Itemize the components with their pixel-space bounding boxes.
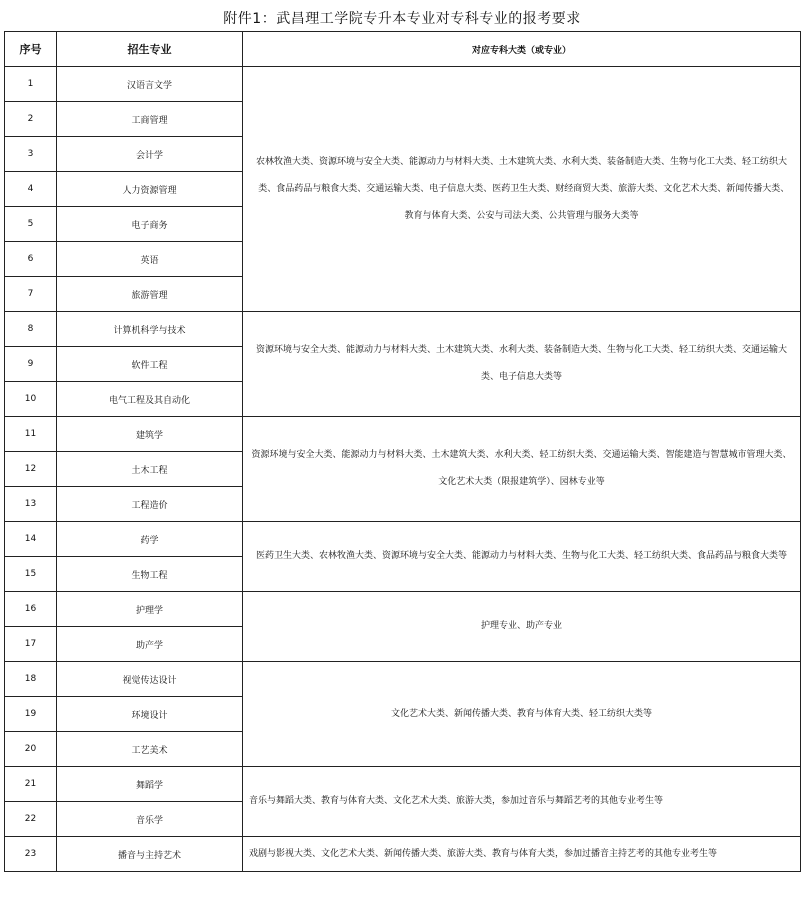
row-seq: 22 xyxy=(5,802,57,837)
row-seq: 7 xyxy=(5,277,57,312)
table-row xyxy=(5,417,801,452)
row-major: 工艺美术 xyxy=(57,732,243,767)
row-major: 护理学 xyxy=(57,592,243,627)
row-major: 计算机科学与技术 xyxy=(57,312,243,347)
header-major: 招生专业 xyxy=(57,32,243,67)
table-row xyxy=(5,522,801,557)
requirement-group-1: 农林牧渔大类、资源环境与安全大类、能源动力与材料大类、土木建筑大类、水利大类、装备制造大类、生物与化工大类、轻工纺织大类、食品药品与粮食大类、交通运输大类、电子信息大类、医药卫生大类、财经商贸大类、旅游大类、文化艺术大类、新闻传播大类、 教育与体育大类、公安与司法大类、公共管理与服务大类等 xyxy=(243,67,801,312)
row-major: 旅游管理 xyxy=(57,277,243,312)
requirement-group-3: 资源环境与安全大类、能源动力与材料大类、土木建筑大类、水利大类、轻工纺织大类、交通运输大类、智能建造与智慧城市管理大类、文化艺术大类（限报建筑学）、园林专业等 xyxy=(243,417,801,522)
row-seq: 11 xyxy=(5,417,57,452)
table-row xyxy=(5,767,801,802)
row-seq: 23 xyxy=(5,837,57,872)
page-title: 附件1：武昌理工学院专升本专业对专科专业的报考要求 xyxy=(223,11,581,27)
row-major: 环境设计 xyxy=(57,697,243,732)
row-major: 电气工程及其自动化 xyxy=(57,382,243,417)
requirement-group-2: 资源环境与安全大类、能源动力与材料大类、土木建筑大类、水利大类、装备制造大类、生物与化工大类、轻工纺织大类、交通运输大类、电子信息大类等 xyxy=(243,312,801,417)
row-major: 建筑学 xyxy=(57,417,243,452)
requirement-group-6: 文化艺术大类、新闻传播大类、教育与体育大类、轻工纺织大类等 xyxy=(243,662,801,767)
row-major: 音乐学 xyxy=(57,802,243,837)
row-major: 视觉传达设计 xyxy=(57,662,243,697)
row-seq: 4 xyxy=(5,172,57,207)
row-major: 舞蹈学 xyxy=(57,767,243,802)
table-row xyxy=(5,837,801,872)
table-row xyxy=(5,592,801,627)
requirement-group-5: 护理专业、助产专业 xyxy=(243,592,801,662)
requirements-table xyxy=(4,31,801,872)
table-row xyxy=(5,662,801,697)
row-seq: 21 xyxy=(5,767,57,802)
header-requirement: 对应专科大类（或专业） xyxy=(243,32,801,67)
row-seq: 13 xyxy=(5,487,57,522)
row-major: 工商管理 xyxy=(57,102,243,137)
table-row xyxy=(5,312,801,347)
requirement-group-8: 戏剧与影视大类、文化艺术大类、新闻传播大类、旅游大类、教育与体育大类，参加过播音主持艺考的其他专业考生等 xyxy=(243,837,801,872)
header-seq: 序号 xyxy=(5,32,57,67)
row-seq: 15 xyxy=(5,557,57,592)
row-seq: 12 xyxy=(5,452,57,487)
table-header-row xyxy=(5,32,801,67)
row-major: 人力资源管理 xyxy=(57,172,243,207)
requirement-group-4: 医药卫生大类、农林牧渔大类、资源环境与安全大类、能源动力与材料大类、生物与化工大类、轻工纺织大类、食品药品与粮食大类等 xyxy=(243,522,801,592)
row-seq: 17 xyxy=(5,627,57,662)
row-seq: 2 xyxy=(5,102,57,137)
row-seq: 9 xyxy=(5,347,57,382)
requirement-group-7: 音乐与舞蹈大类、教育与体育大类、文化艺术大类、旅游大类，参加过音乐与舞蹈艺考的其他专业考生等 xyxy=(243,767,801,837)
row-major: 药学 xyxy=(57,522,243,557)
row-major: 播音与主持艺术 xyxy=(57,837,243,872)
row-seq: 3 xyxy=(5,137,57,172)
row-major: 英语 xyxy=(57,242,243,277)
row-major: 助产学 xyxy=(57,627,243,662)
row-seq: 20 xyxy=(5,732,57,767)
row-seq: 6 xyxy=(5,242,57,277)
row-seq: 5 xyxy=(5,207,57,242)
row-major: 工程造价 xyxy=(57,487,243,522)
row-major: 生物工程 xyxy=(57,557,243,592)
row-major: 电子商务 xyxy=(57,207,243,242)
row-seq: 10 xyxy=(5,382,57,417)
row-seq: 19 xyxy=(5,697,57,732)
row-seq: 16 xyxy=(5,592,57,627)
row-major: 会计学 xyxy=(57,137,243,172)
row-seq: 1 xyxy=(5,67,57,102)
table-row xyxy=(5,67,801,102)
row-seq: 8 xyxy=(5,312,57,347)
row-seq: 18 xyxy=(5,662,57,697)
row-seq: 14 xyxy=(5,522,57,557)
row-major: 汉语言文学 xyxy=(57,67,243,102)
row-major: 土木工程 xyxy=(57,452,243,487)
row-major: 软件工程 xyxy=(57,347,243,382)
